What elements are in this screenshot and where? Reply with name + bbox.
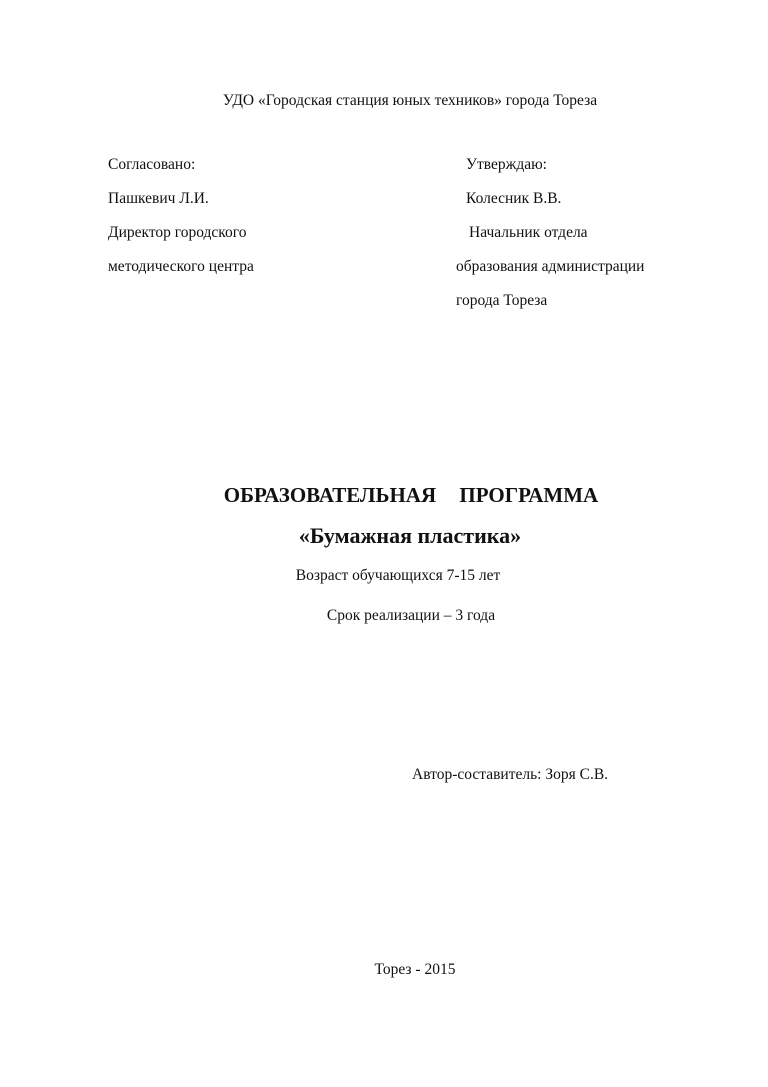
agreed-position-line2: методического центра <box>108 258 254 275</box>
author-line: Автор-составитель: Зоря С.В. <box>412 766 609 783</box>
program-age: Возраст обучающихся 7-15 лет <box>295 567 501 584</box>
city-year: Торез - 2015 <box>374 961 456 978</box>
organization-header: УДО «Городская станция юных техников» города Тореза <box>222 92 598 109</box>
agreed-label: Согласовано: <box>108 156 196 173</box>
approve-position-line3: города Тореза <box>456 292 548 309</box>
approve-label: Утверждаю: <box>466 156 547 173</box>
approve-position-line2: образования администрации <box>456 258 645 275</box>
program-name: «Бумажная пластика» <box>298 523 522 548</box>
agreed-name: Пашкевич Л.И. <box>108 190 209 207</box>
approve-name: Колесник В.В. <box>466 190 562 207</box>
program-term: Срок реализации – 3 года <box>326 607 496 624</box>
program-title: ОБРАЗОВАТЕЛЬНАЯ ПРОГРАММА <box>223 483 599 507</box>
agreed-position-line1: Директор городского <box>108 224 247 241</box>
approve-position-line1: Начальник отдела <box>469 224 588 241</box>
